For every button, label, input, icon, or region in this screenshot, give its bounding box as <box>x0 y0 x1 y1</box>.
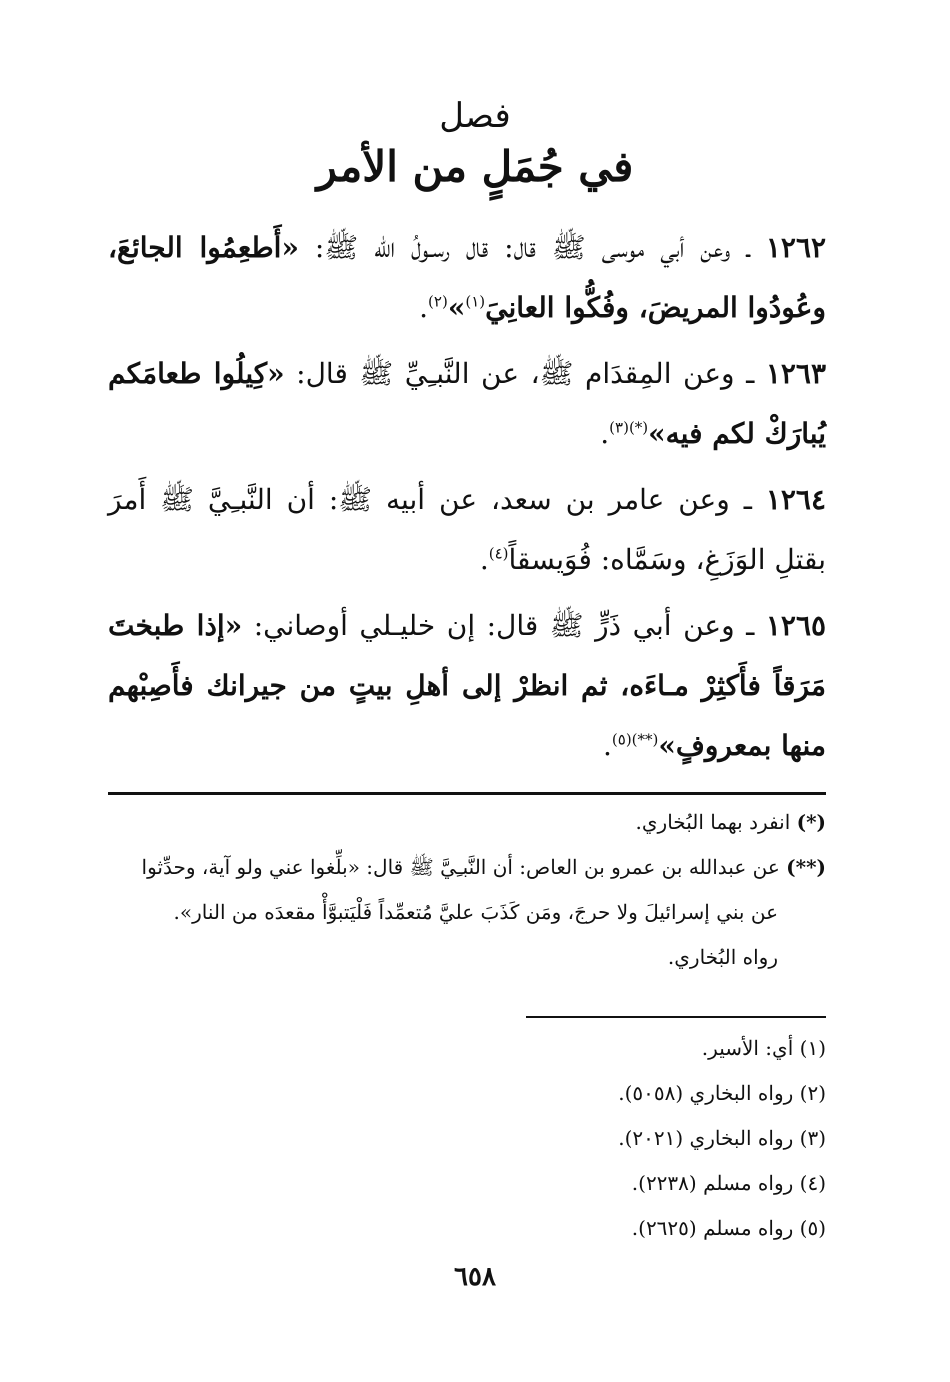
footnote-mark: (٢) <box>799 1081 826 1105</box>
footnote-ref: (٤) <box>488 544 509 563</box>
footnote-ref: (١) <box>465 292 486 311</box>
footnote-item <box>108 1161 826 1206</box>
footnote-text: أي: الأسير. <box>701 1036 794 1060</box>
sentence-end: . <box>600 417 610 450</box>
footnote-text: رواه مسلم (٢٢٣٨). <box>631 1171 794 1195</box>
editor-notes <box>108 800 826 980</box>
section-label: فصل <box>439 96 511 136</box>
section-title: في جُمَلٍ من الأمر <box>316 142 634 191</box>
hadith-quote: «إذا طبختَ مَرَقاً فأَكثِرْ مـاءَه، ثم انظرْ إلى أهلِ بيتٍ من جيرانك فأَصِبْهم منها بمعروفٍ» <box>108 609 826 762</box>
note-text: انفرد بهما البُخاري. <box>635 810 791 834</box>
note-text: عن عبدالله بن عمرو بن العاص: أن النَّبـِيَّ ﷺ قال: «بلِّغوا عني ولو آية، وحدِّثوا <box>141 855 780 879</box>
hadith-intro: ـ وعن أبي موسى ﷺ قال: قال رسـولُ الله ﷺ: <box>298 231 750 264</box>
footnote-mark: (٥) <box>799 1216 826 1240</box>
page-number: ٦٥٨ <box>454 1262 496 1292</box>
editor-note-2 <box>108 845 826 890</box>
notes-divider <box>108 792 826 795</box>
footnote-text: رواه البخاري (٢٠٢١). <box>618 1126 794 1150</box>
footnote-item <box>108 1206 826 1251</box>
hadith-number: ١٢٦٢ <box>765 231 827 264</box>
sentence-end: . <box>479 543 489 576</box>
hadith-intro: ـ وعن أبي ذَرٍّ ﷺ قال: إن خليـلي أوصاني: <box>242 609 755 642</box>
hadith-1264 <box>108 470 826 590</box>
footnote-item <box>108 1026 826 1071</box>
footnote-ref: (*)(٣) <box>609 418 649 437</box>
hadith-1265 <box>108 596 826 776</box>
quote-close: » <box>447 291 466 324</box>
footnote-mark: (٣) <box>799 1126 826 1150</box>
footnotes-list <box>108 1026 826 1251</box>
hadith-1262 <box>108 218 826 338</box>
hadith-intro: ـ وعن المِقدَام ﷺ، عن النَّبـِيِّ ﷺ قال: <box>284 357 755 390</box>
hadith-number: ١٢٦٥ <box>765 609 827 642</box>
hadith-number: ١٢٦٣ <box>765 357 826 390</box>
footnotes-divider <box>526 1016 826 1018</box>
footnote-mark: (٤) <box>799 1171 826 1195</box>
footnote-ref: (**)(٥) <box>611 730 659 749</box>
footnote-ref: (٢) <box>428 292 448 311</box>
footnote-mark: (١) <box>799 1036 826 1060</box>
footnote-item <box>108 1116 826 1161</box>
sentence-end: . <box>419 291 429 324</box>
main-text <box>108 218 826 782</box>
footnote-item <box>108 1071 826 1116</box>
note-mark: (**) <box>786 855 826 879</box>
note-mark: (*) <box>796 810 826 834</box>
hadith-quote: «أَطعِمُوا الجائعَ، وعُودُوا المريضَ، وفُكُّوا العانِيَ <box>108 231 826 324</box>
editor-note-2-source: رواه البُخاري. <box>667 945 778 969</box>
editor-note-1 <box>108 800 826 845</box>
hadith-intro: ـ وعن عامر بن سعد، عن أبيه ﷺ: أن النَّبـِيَّ ﷺ أَمرَ بقتلِ الوَزَغِ، وسَمَّاه: فُوَيسقاً <box>108 483 826 576</box>
editor-note-2-continued: عن بني إسرائيلَ ولا حرجَ، ومَن كَذَبَ عليَّ مُتعمِّداً فَلْيَتبوَّأْ مقعدَه من النار». <box>173 900 778 924</box>
hadith-1263 <box>108 344 826 464</box>
hadith-quote: «كِيلُوا طعامَكم يُبارَكْ لكم فيه» <box>108 357 826 450</box>
sentence-end: . <box>602 729 612 762</box>
footnote-text: رواه البخاري (٥٠٥٨). <box>618 1081 794 1105</box>
footnote-text: رواه مسلم (٢٦٢٥). <box>631 1216 794 1240</box>
hadith-number: ١٢٦٤ <box>765 483 826 516</box>
